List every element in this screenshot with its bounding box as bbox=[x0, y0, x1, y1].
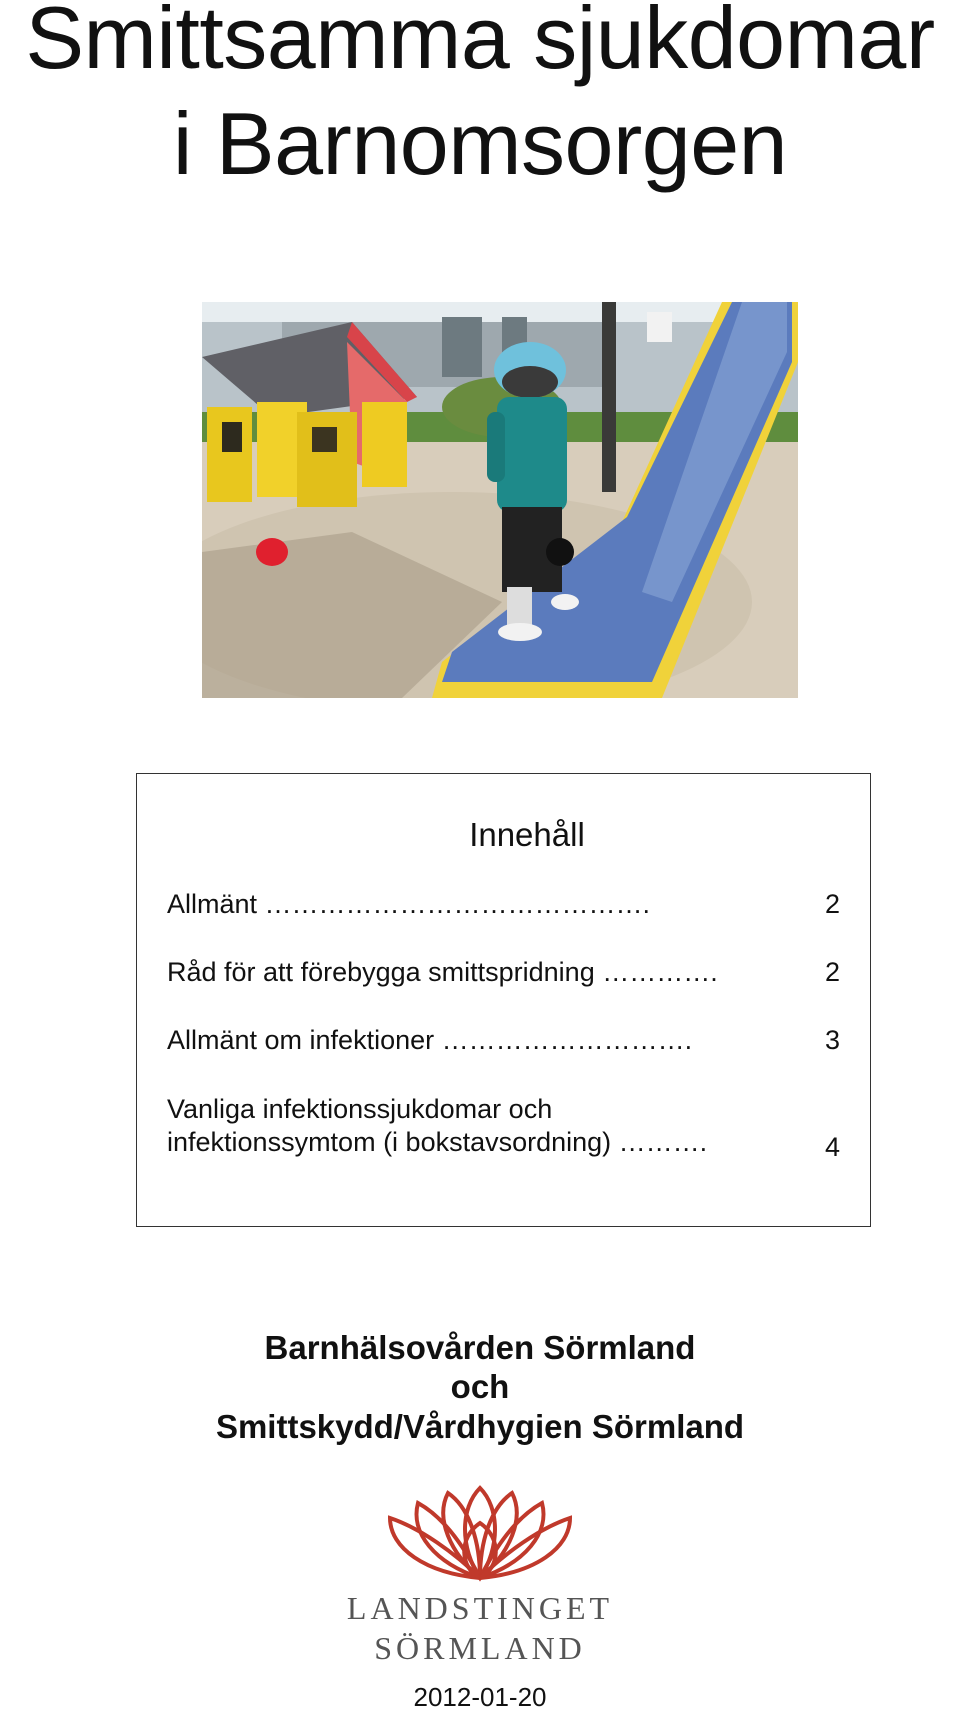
lotus-icon bbox=[340, 1478, 620, 1588]
table-of-contents bbox=[136, 773, 871, 1227]
toc-item bbox=[167, 1092, 857, 1162]
document-title-line2: i Barnomsorgen bbox=[172, 94, 788, 193]
toc-item-label-continued: infektionssymtom (i bokstavsordning) ………. bbox=[167, 1127, 708, 1157]
toc-item-label: Vanliga infektionssjukdomar och bbox=[167, 1094, 553, 1124]
document-date: 2012-01-20 bbox=[413, 1682, 547, 1712]
toc-item-page: 2 bbox=[825, 889, 841, 919]
document-title-line1: Smittsamma sjukdomar bbox=[25, 0, 935, 87]
toc-item-label: Allmänt ……………………………………. bbox=[167, 889, 651, 919]
playground-photo bbox=[202, 302, 798, 698]
organization-line3: Smittskydd/Vårdhygien Sörmland bbox=[215, 1408, 745, 1445]
toc-item-page: 4 bbox=[825, 1132, 841, 1162]
toc-item-label: Allmänt om infektioner ………………………. bbox=[167, 1025, 693, 1055]
toc-heading: Innehåll bbox=[469, 816, 585, 853]
toc-item-page: 2 bbox=[825, 957, 841, 987]
logo-text-line2: SÖRMLAND bbox=[374, 1630, 586, 1666]
organization-line2: och bbox=[450, 1368, 510, 1405]
toc-item-page: 3 bbox=[825, 1025, 841, 1055]
logo-text-line1: LANDSTINGET bbox=[346, 1590, 614, 1626]
organization-line1: Barnhälsovården Sörmland bbox=[264, 1329, 696, 1366]
toc-item-label: Råd för att förebygga smittspridning …………. bbox=[167, 957, 718, 987]
